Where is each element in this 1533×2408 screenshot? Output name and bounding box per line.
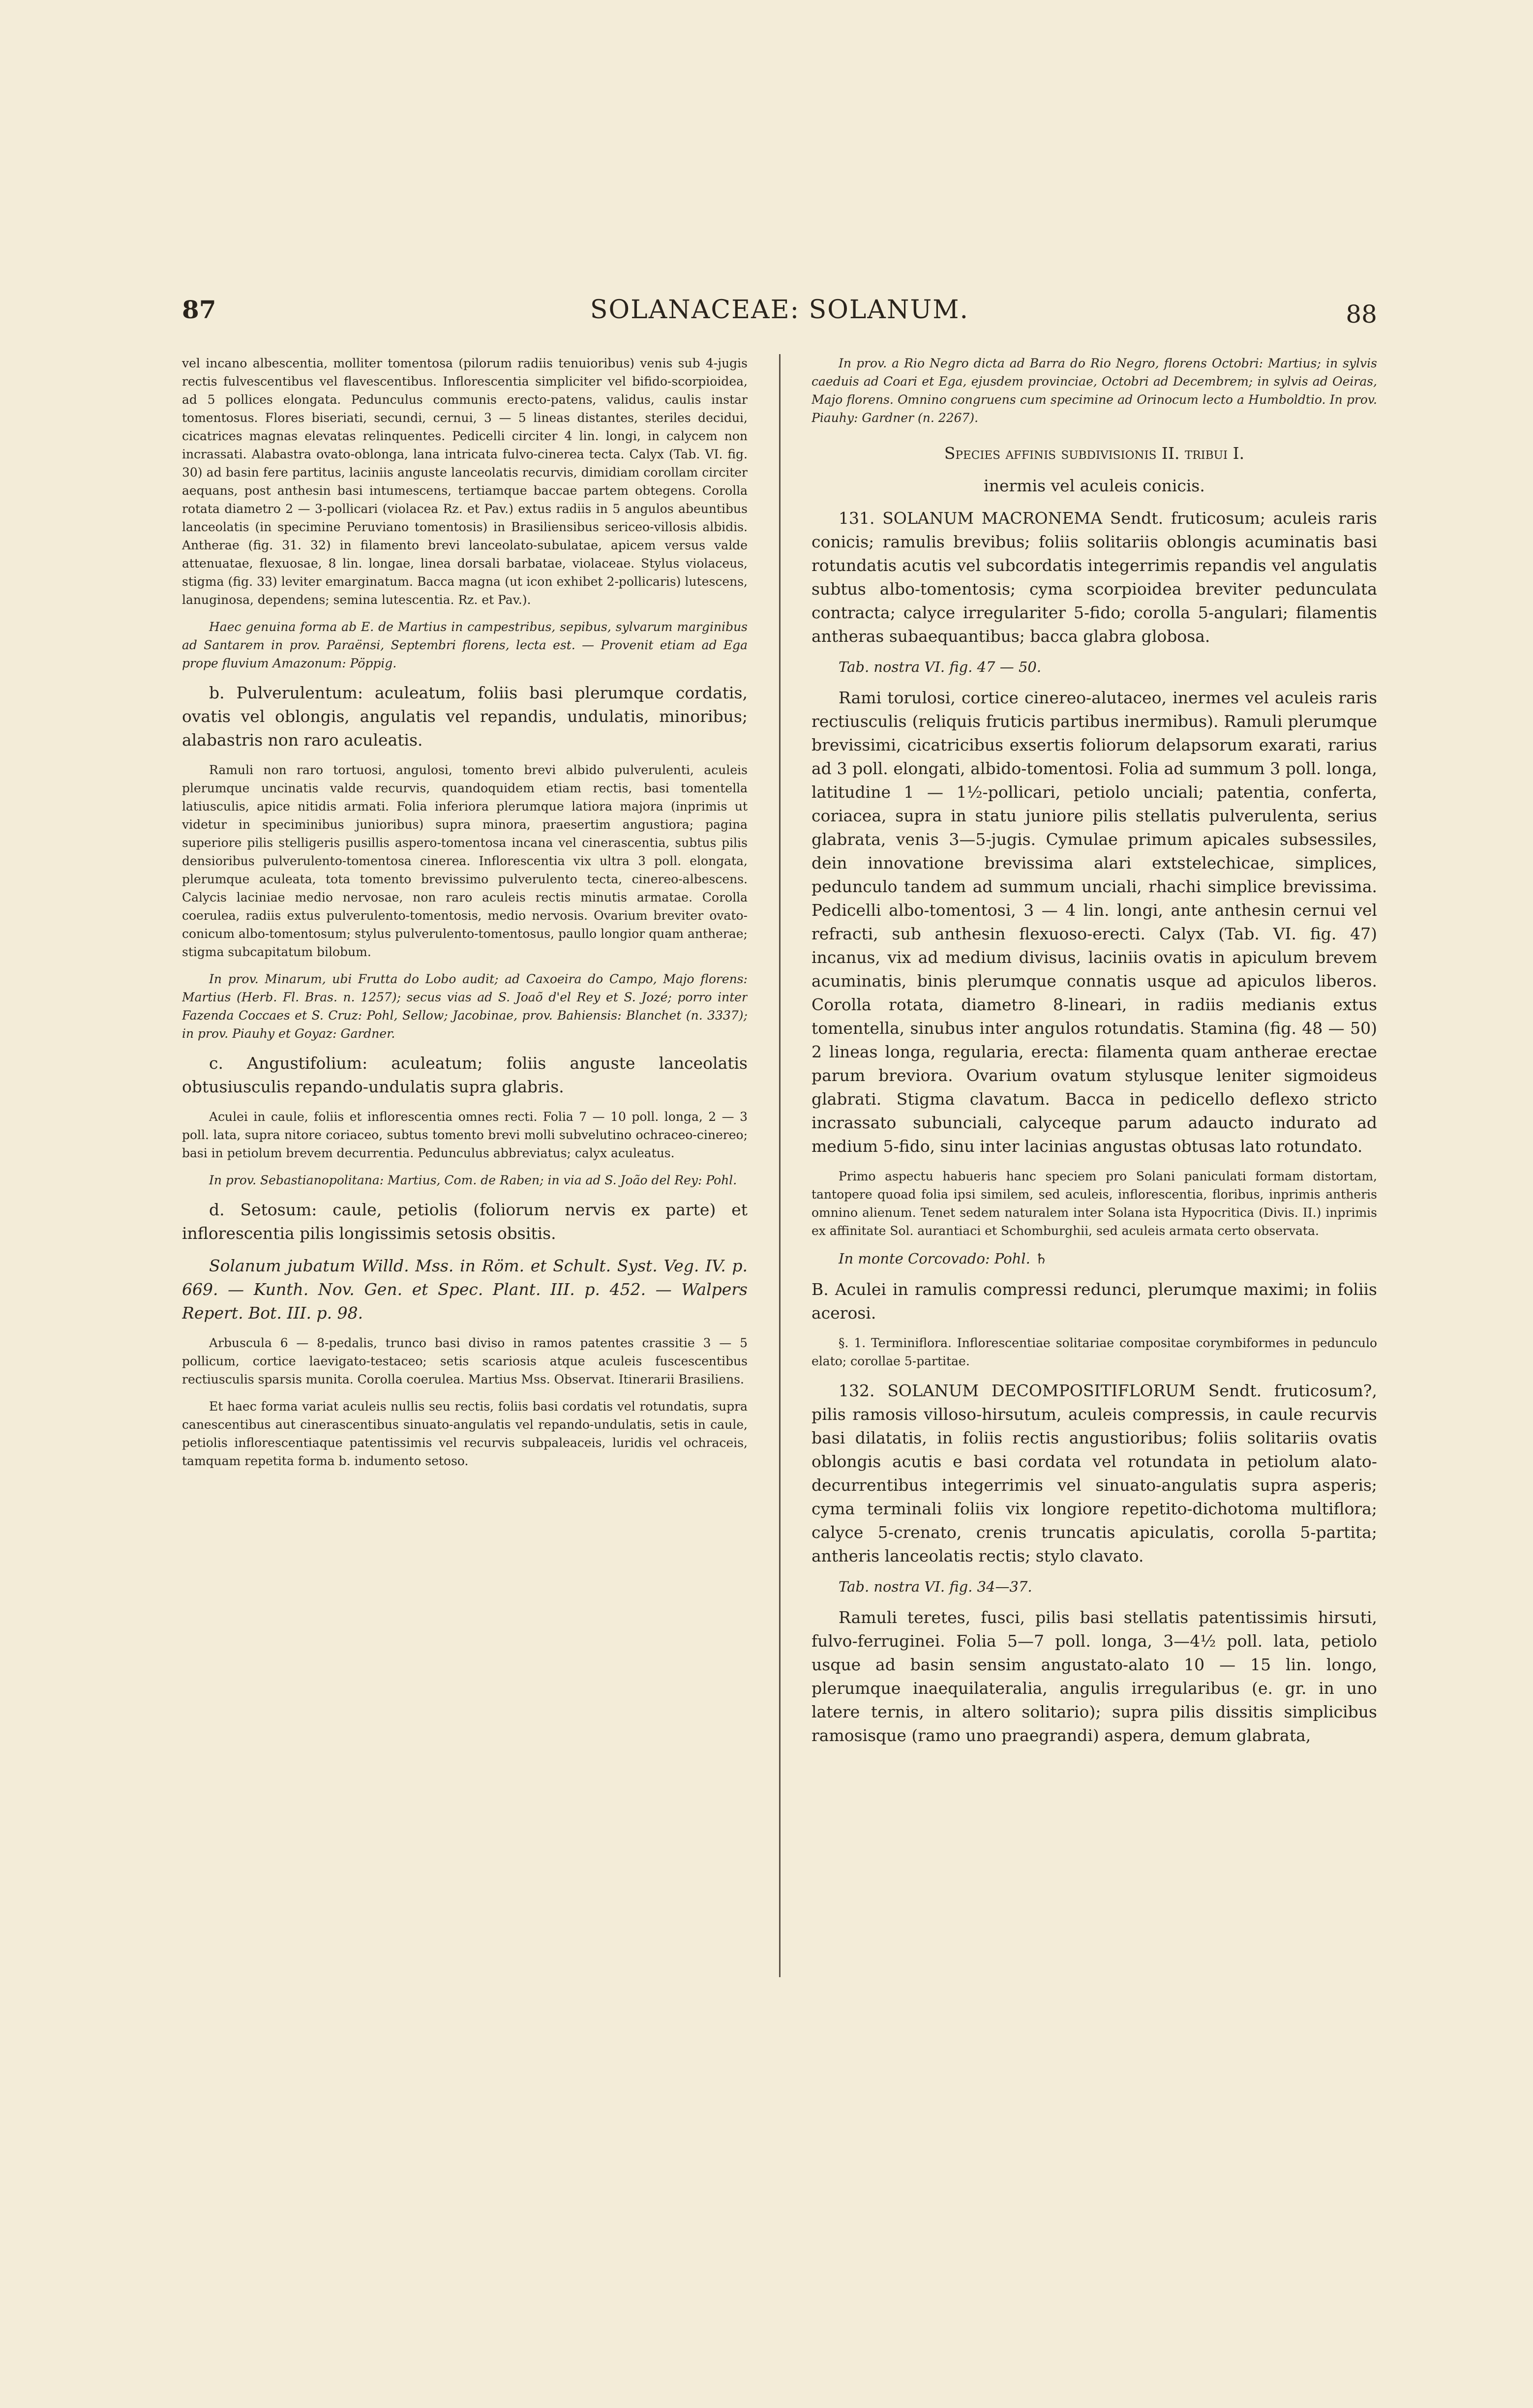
synonymy: Solanum jubatum Willd. Mss. in Röm. et Schult. Syst. Veg. IV. p. 669. — Kunth. Nov. Gen. et Spec. Plant. III. p. 452. — Walpers Repert. Bot. III. p. 98. [182, 1256, 748, 1323]
paragraph: In prov. Minarum, ubi Frutta do Lobo audit; ad Caxoeira do Campo, Majo florens: Martius (Herb. Fl. Bras. n. 1257); secus vias ad S. Joaõ d'el Rey et S. Jozé; porro inter Fazenda Coccaes et S. Cruz: Pohl, Sellow; Jacobinae, prov. Bahiensis: Blanchet (n. 3337); in prov. Piauhy et Goyaz: Gardner. [182, 972, 748, 1041]
paragraph: Ramuli teretes, fusci, pilis basi stellatis patentissimis hirsuti, fulvo-ferruginei. Folia 5—7 poll. longa, 3—4½ poll. lata, petiolo usque ad basin sensim angustato-alato 10 — 15 lin. longo, plerumque inaequilateralia, angulis irregularibus (e. gr. in uno latere ternis, in altero solitario); supra pilis dissitis simplicibus ramosisque (ramo uno praegrandi) aspera, demum glabrata, [812, 1608, 1377, 1745]
species-description: 131. SOLANUM MACRONEMA Sendt. fruticosum; aculeis raris conicis; ramulis brevibus; foliis solitariis oblongis acuminatis basi rotundatis acutis vel subcordatis integerrimis repandis vel angulatis subtus albo-tomentosis; cyma scorpioidea breviter pedunculata contracta; calyce irregulariter 5-fido; corolla 5-angulari; filamentis antheras subaequantibus; bacca glabra globosa. [812, 509, 1377, 646]
page-number-left: 87 [182, 295, 216, 324]
paragraph: Arbuscula 6 — 8-pedalis, trunco basi diviso in ramos patentes crassitie 3 — 5 pollicum, cortice laevigato-testaceo; setis scariosis atque aculeis fuscescentibus rectiusculis sparsis munita. Corolla coerulea. Martius Mss. Observat. Itinerarii Brasiliens. [182, 1336, 748, 1386]
species-description: 132. SOLANUM DECOMPOSITIFLORUM Sendt. fruticosum?, pilis ramosis villoso-hirsutum, aculeis compressis, in caule recurvis basi dilatatis, in foliis rectis angustioribus; foliis solitariis ovatis oblongis acutis e basi cordata vel rotundata in petiolum alato-decurrentibus integerrimis vel sinuato-angulatis supra asperis; cyma terminali foliis vix longiore repetito-dichotoma multiflora; calyce 5-crenato, crenis truncatis apiculatis, corolla 5-partita; antheris lanceolatis rectis; stylo clavato. [812, 1381, 1377, 1565]
paragraph: Et haec forma variat aculeis nullis seu rectis, foliis basi cordatis vel rotundatis, supra canescentibus aut cinerascentibus sinuato-angulatis vel repando-undulatis, setis in caule, petiolis inflorescentiaque patentissimis vel recurvis subpaleaceis, luridis vel ochraceis, tamquam repetita forma b. indumento setoso. [182, 1399, 748, 1468]
paragraph: Primo aspectu habueris hanc speciem pro Solani paniculati formam distortam, tantopere quoad folia ipsi similem, sed aculeis, inflorescentia, floribus, inprimis antheris omnino alienum. Tenet sedem naturalem inter Solana ista Hypocritica (Divis. II.) inprimis ex affinitate Sol. aurantiaci et Schomburghii, sed aculeis armata certo observata. [812, 1169, 1377, 1238]
paragraph: Rami torulosi, cortice cinereo-alutaceo, inermes vel aculeis raris rectiusculis (reliquis fruticis partibus inermibus). Ramuli plerumque brevissimi, cicatricibus exsertis foliorum delapsorum exarati, rarius ad 3 poll. elongati, albido-tomentosi. Folia ad summum 3 poll. longa, latitudine 1 — 1½-pollicari, petiolo unciali; patentia, conferta, coriacea, supra in statu juniore pilis stellatis pulverulenta, serius glabrata, venis 3—5-jugis. Cymulae primum apicales subsessiles, dein innovatione brevissima alari extstelechicae, simplices, pedunculo tandem ad summum unciali, rhachi simplice brevissima. Pedicelli albo-tomentosi, 3 — 4 lin. longi, ante anthesin cernui vel refracti, sub anthesin flexuoso-erecti. Calyx (Tab. VI. fig. 47) incanus, vix ad medium divisus, laciniis ovatis in apiculum brevem acuminatis, binis plerumque connatis usque ad apiculos liberos. Corolla rotata, diametro 8-lineari, in radiis medianis extus tomentella, sinubus inter angulos rotundatis. Stamina (fig. 48 — 50) 2 lineas longa, regularia, erecta: filamenta quam antherae erectae parum breviora. Ovarium ovatum stylusque leniter sigmoideus glabrati. Stigma clavatum. Bacca in pedicello deflexo stricto incrassato subunciali, calyceque parum adaucto indurato ad medium 5-fido, sinu inter lacinias angustas obtusas lato rotundato. [812, 688, 1377, 1156]
section-subheading: inermis vel aculeis conicis. [984, 476, 1205, 495]
variety-heading: d. Setosum: caule, petiolis (foliorum nervis ex parte) et inflorescentia pilis longissimis setosis obsitis. [182, 1200, 748, 1243]
left-column [182, 354, 748, 2005]
column-divider [779, 354, 781, 1977]
running-title: SOLANACEAE: SOLANUM. [590, 295, 969, 325]
paragraph: Haec genuina forma ab E. de Martius in campestribus, sepibus, sylvarum marginibus ad Santarem in prov. Paraënsi, Septembri florens, lecta est. — Provenit etiam ad Ega prope fluvium Amazonum: Pöppig. [182, 620, 748, 670]
paragraph: Ramuli non raro tortuosi, angulosi, tomento brevi albido pulverulenti, aculeis plerumque uncinatis valde recurvis, quandoquidem etiam rectis, basi tomentella latiusculis, apice nitidis armati. Folia inferiora plerumque latiora majora (inprimis ut videtur in speciminibus junioribus) supra minora, praesertim angustiora; pagina superiore pilis stelligeris pusillis aspero-tomentosa incana vel cinerascentia, subtus pilis densioribus pulverulento-tomentosa cinerea. Inflorescentia vix ultra 3 poll. elongata, plerumque aculeata, tota tomento brevissimo pulverulento tecta, cinereo-albescens. Calycis laciniae medio nervosae, non raro aculeis rectis minutis armatae. Corolla coerulea, radiis extus pulverulento-tomentosis, medio nervosis. Ovarium breviter ovato-conicum albo-tomentosum; stylus pulverulento-tomentosus, paullo longior quam antherae; stigma subcapitatum bilobum. [182, 763, 748, 959]
variety-heading: c. Angustifolium: aculeatum; foliis anguste lanceolatis obtusiusculis repando-undulatis supra glabris. [182, 1054, 748, 1096]
right-column [812, 354, 1377, 2005]
group-heading: B. Aculei in ramulis compressi redunci, plerumque maximi; in foliis acerosi. [812, 1280, 1377, 1323]
page-number-right: 88 [1346, 300, 1377, 329]
variety-heading: b. Pulverulentum: aculeatum, foliis basi plerumque cordatis, ovatis vel oblongis, angulatis vel repandis, undulatis, minoribus; alabastris non raro aculeatis. [182, 683, 748, 750]
locality: In monte Corcovado: Pohl. ♄ [839, 1250, 1048, 1267]
paragraph: Aculei in caule, foliis et inflorescentia omnes recti. Folia 7 — 10 poll. longa, 2 — 3 poll. lata, supra nitore coriaceo, subtus tomento brevi molli subvelutino ochraceo-cinereo; basi in petiolum brevem decurrentia. Pedunculus abbreviatus; calyx aculeatus. [182, 1110, 748, 1160]
paragraph: In prov. a Rio Negro dicta ad Barra do Rio Negro, florens Octobri: Martius; in sylvis caeduis ad Coari et Ega, ejusdem provinciae, Octobri ad Decembrem; in sylvis ad Oeiras, Majo florens. Omnino congruens cum specimine ad Orinocum lecto a Humboldtio. In prov. Piauhy: Gardner (n. 2267). [812, 356, 1377, 425]
page-header [182, 295, 1377, 334]
section-heading: Species affinis subdivisionis II. tribui I. [944, 444, 1245, 463]
paragraph: In prov. Sebastianopolitana: Martius, Com. de Raben; in via ad S. João del Rey: Pohl. [209, 1173, 737, 1187]
plate-reference: Tab. nostra VI. fig. 34—37. [839, 1578, 1032, 1595]
group-description: §. 1. Terminiflora. Inflorescentiae solitariae compositae corymbiformes in pedunculo elato; corollae 5-partitae. [812, 1336, 1377, 1368]
paragraph: vel incano albescentia, molliter tomentosa (pilorum radiis tenuioribus) venis sub 4-jugis rectis fulvescentibus vel flavescentibus. Inflorescentia simpliciter vel bifido-scorpioidea, ad 5 pollices elongata. Pedunculus communis erecto-patens, validus, caulis instar tomentosus. Flores biseriati, secundi, cernui, 3 — 5 lineas distantes, steriles decidui, cicatrices magnas elevatas relinquentes. Pedicelli circiter 4 lin. longi, in calycem non incrassati. Alabastra ovato-oblonga, lana intricata fulvo-cinerea tecta. Calyx (Tab. VI. fig. 30) ad basin fere partitus, laciniis anguste lanceolatis recurvis, dimidiam corollam circiter aequans, post anthesin basi intumescens, tertiamque baccae partem obtegens. Corolla rotata diametro 2 — 3-pollicari (violacea Rz. et Pav.) extus radiis in 5 angulos abeuntibus lanceolatis (in specimine Peruviano tomentosis) in Brasiliensibus sericeo-villosis albidis. Antherae (fig. 31. 32) in filamento brevi lanceolato-subulatae, apicem versus valde attenuatae, flexuosae, 8 lin. longae, linea dorsali barbatae, violaceae. Stylus violaceus, stigma (fig. 33) leviter emarginatum. Bacca magna (ut icon exhibet 2-pollicaris) lutescens, lanuginosa, dependens; semina lutescentia. Rz. et Pav.). [182, 356, 748, 607]
plate-reference: Tab. nostra VI. fig. 47 — 50. [839, 659, 1042, 675]
